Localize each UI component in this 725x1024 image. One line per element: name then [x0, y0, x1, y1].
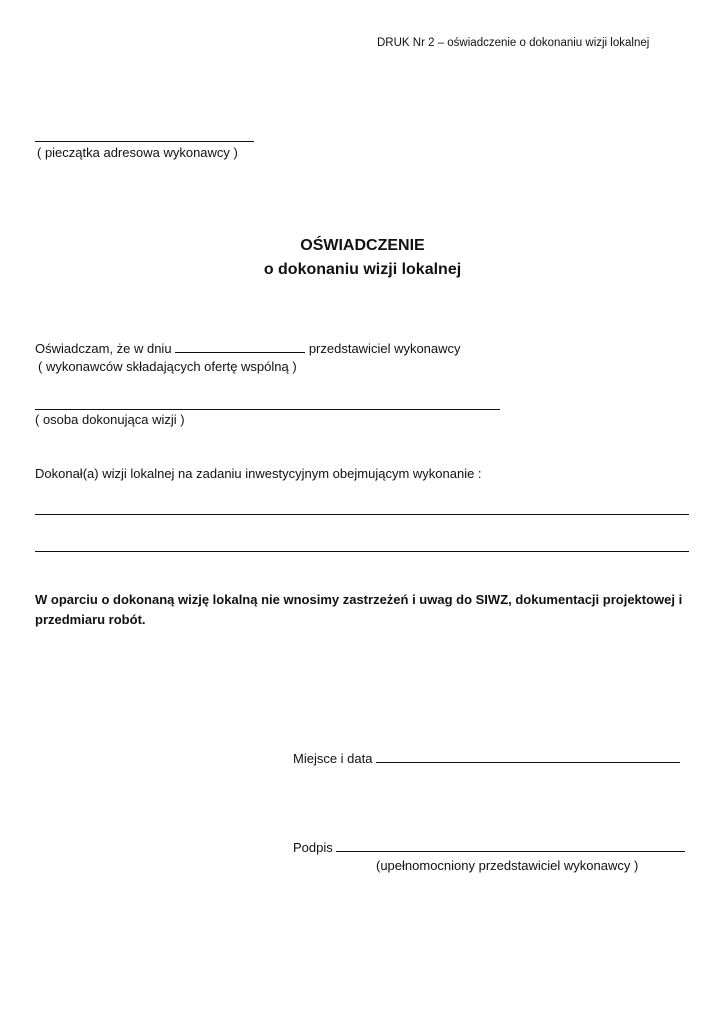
document-title: OŚWIADCZENIE	[300, 237, 425, 254]
document-subtitle: o dokonaniu wizji lokalnej	[263, 261, 462, 278]
signature-fill-line[interactable]	[336, 840, 685, 852]
declaration-suffix: przedstawiciel wykonawcy	[308, 341, 461, 356]
place-date-fill-line[interactable]	[376, 751, 680, 763]
place-date-row	[293, 751, 680, 767]
declaration-line	[35, 341, 461, 357]
scope-fill-line-1[interactable]	[35, 514, 689, 515]
person-label: ( osoba dokonująca wizji )	[35, 412, 185, 427]
signature-row	[293, 840, 685, 856]
scope-text: Dokonał(a) wizji lokalnej na zadaniu inwestycyjnym obejmującym wykonanie :	[35, 466, 482, 481]
stamp-label: ( pieczątka adresowa wykonawcy )	[37, 145, 238, 160]
person-fill-line[interactable]	[35, 409, 500, 410]
date-fill-line[interactable]	[175, 341, 305, 353]
declaration-prefix: Oświadczam, że w dniu	[35, 341, 172, 356]
place-date-label: Miejsce i data	[293, 751, 373, 766]
stamp-signature-line	[35, 141, 254, 142]
scope-fill-line-2[interactable]	[35, 551, 689, 552]
no-objections-statement: W oparciu o dokonaną wizję lokalną nie wnosimy zastrzeżeń i uwag do SIWZ, dokumentacji projektowej i przedmiaru robót.	[35, 592, 683, 627]
signature-label: Podpis	[293, 840, 333, 855]
joint-offer-note: ( wykonawców składających ofertę wspólną )	[38, 359, 297, 374]
form-number-header: DRUK Nr 2 – oświadczenie o dokonaniu wizji lokalnej	[377, 37, 650, 49]
signatory-note: (upełnomocniony przedstawiciel wykonawcy )	[376, 858, 639, 873]
